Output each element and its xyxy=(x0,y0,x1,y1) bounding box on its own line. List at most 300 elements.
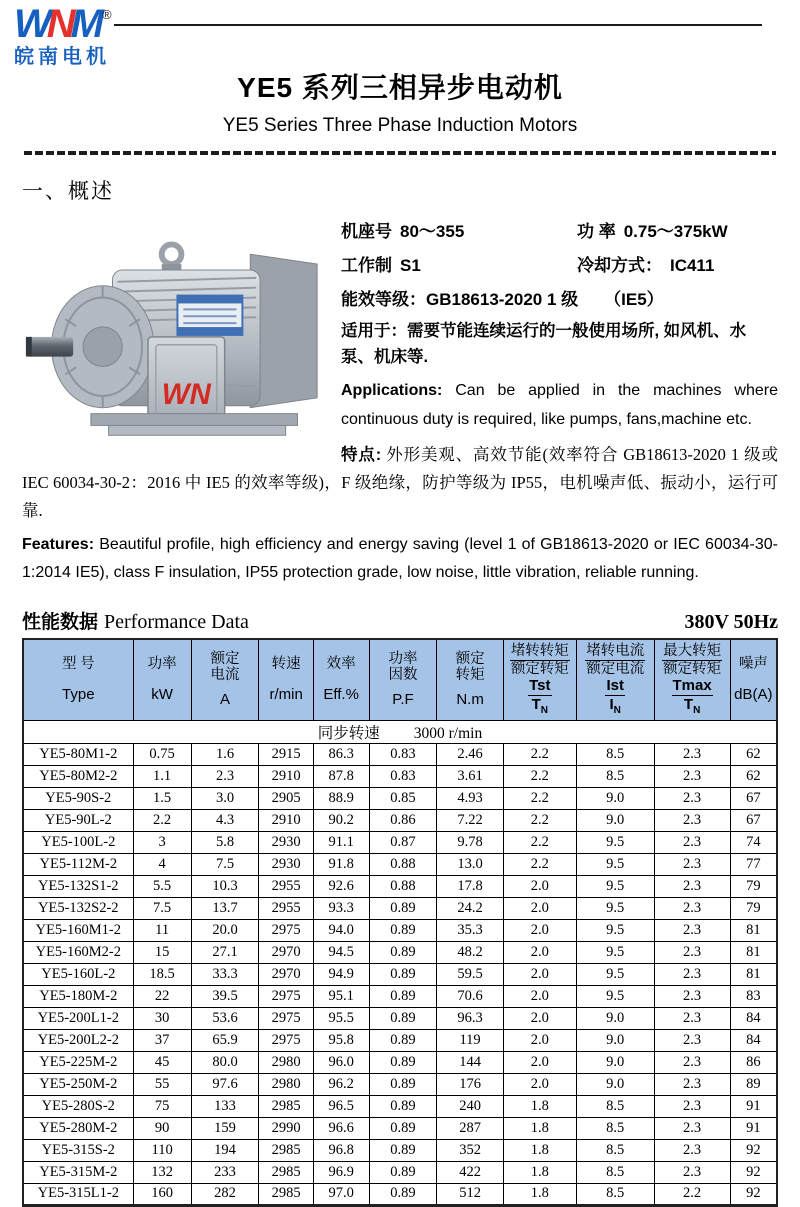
cell-value: 83 xyxy=(730,985,777,1007)
cell-value: 55 xyxy=(133,1073,191,1095)
cooling-value: IC411 xyxy=(669,256,715,275)
col-power: 功率 kW xyxy=(133,639,191,721)
cell-value: 62 xyxy=(730,765,777,787)
cell-value: 2.3 xyxy=(654,1139,730,1161)
table-row xyxy=(23,1161,777,1183)
applications-en-text: Can be applied in the machines where continuous duty is required, like pumps, fans,machine etc. xyxy=(341,382,779,428)
cell-value: 2975 xyxy=(259,919,313,941)
cell-value: 81 xyxy=(730,941,777,963)
performance-table-body xyxy=(23,743,777,1205)
cell-value: 13.0 xyxy=(437,853,503,875)
table-row xyxy=(23,1007,777,1029)
col-power-factor: 功率 因数 P.F xyxy=(369,639,437,721)
cell-value: 2.3 xyxy=(654,1007,730,1029)
cell-value: 0.89 xyxy=(369,1073,437,1095)
cell-motor-type: YE5-160M1-2 xyxy=(23,919,133,941)
col-rated-current: 额定 电流 A xyxy=(191,639,259,721)
logo-subtitle: 皖南电机 xyxy=(14,46,110,68)
cell-value: 2985 xyxy=(259,1161,313,1183)
table-row xyxy=(23,963,777,985)
cell-value: 18.5 xyxy=(133,963,191,985)
cell-motor-type: YE5-160M2-2 xyxy=(23,941,133,963)
cell-value: 2.0 xyxy=(503,919,576,941)
cell-value: 81 xyxy=(730,919,777,941)
cell-value: 2.2 xyxy=(503,831,576,853)
logo-letter-w: W xyxy=(14,2,47,46)
cell-value: 97.0 xyxy=(313,1183,369,1205)
cell-value: 5.5 xyxy=(133,875,191,897)
cell-value: 2980 xyxy=(259,1073,313,1095)
cell-value: 2.3 xyxy=(191,765,259,787)
cell-value: 92 xyxy=(730,1183,777,1205)
cell-value: 17.8 xyxy=(437,875,503,897)
cell-value: 9.5 xyxy=(576,941,654,963)
cell-motor-type: YE5-225M-2 xyxy=(23,1051,133,1073)
cell-value: 37 xyxy=(133,1029,191,1051)
cell-value: 2.3 xyxy=(654,941,730,963)
cell-value: 2.2 xyxy=(654,1183,730,1205)
cell-motor-type: YE5-315M-2 xyxy=(23,1161,133,1183)
dashed-divider xyxy=(24,151,776,155)
cell-value: 96.9 xyxy=(313,1161,369,1183)
power-value: 0.75～375kW xyxy=(623,222,728,241)
cell-value: 2990 xyxy=(259,1117,313,1139)
cell-value: 92 xyxy=(730,1139,777,1161)
cell-value: 96.0 xyxy=(313,1051,369,1073)
cell-value: 9.5 xyxy=(576,897,654,919)
cell-value: 9.5 xyxy=(576,985,654,1007)
cell-value: 3.0 xyxy=(191,787,259,809)
cell-value: 176 xyxy=(437,1073,503,1095)
cell-value: 24.2 xyxy=(437,897,503,919)
performance-table xyxy=(22,638,778,1207)
cell-value: 8.5 xyxy=(576,1117,654,1139)
cell-value: 88.9 xyxy=(313,787,369,809)
cell-value: 422 xyxy=(437,1161,503,1183)
table-row xyxy=(23,1117,777,1139)
cell-value: 91.8 xyxy=(313,853,369,875)
cell-value: 2.3 xyxy=(654,809,730,831)
cell-motor-type: YE5-100L-2 xyxy=(23,831,133,853)
performance-heading-bar xyxy=(22,607,778,634)
cell-value: 2905 xyxy=(259,787,313,809)
cell-value: 95.1 xyxy=(313,985,369,1007)
cell-value: 2.2 xyxy=(503,809,576,831)
cell-value: 0.89 xyxy=(369,1095,437,1117)
cell-value: 2.2 xyxy=(503,787,576,809)
features-en-label: Features: xyxy=(22,535,95,553)
table-row xyxy=(23,919,777,941)
cell-value: 94.5 xyxy=(313,941,369,963)
cell-value: 132 xyxy=(133,1161,191,1183)
cell-value: 2.0 xyxy=(503,985,576,1007)
cell-value: 2.3 xyxy=(654,875,730,897)
cell-value: 2.0 xyxy=(503,941,576,963)
cell-value: 20.0 xyxy=(191,919,259,941)
cell-value: 84 xyxy=(730,1029,777,1051)
page-title-en: YE5 Series Three Phase Induction Motors xyxy=(222,115,578,136)
cell-value: 9.5 xyxy=(576,875,654,897)
cell-value: 2.3 xyxy=(654,1095,730,1117)
cell-value: 4.3 xyxy=(191,809,259,831)
cell-value: 2.0 xyxy=(503,897,576,919)
table-row xyxy=(23,765,777,787)
logo-letter-n: N xyxy=(46,2,71,46)
cell-motor-type: YE5-200L2-2 xyxy=(23,1029,133,1051)
header-rule xyxy=(114,24,762,26)
cell-value: 2.3 xyxy=(654,831,730,853)
cell-value: 0.89 xyxy=(369,1029,437,1051)
table-row xyxy=(23,897,777,919)
cell-value: 67 xyxy=(730,809,777,831)
cell-value: 15 xyxy=(133,941,191,963)
cell-value: 9.0 xyxy=(576,1073,654,1095)
features-cn-text: 外形美观、高效节能(效率符合 GB18613-2020 1 级或 IEC 60034-30-2：2016 中 IE5 的效率等级)，F 级绝缘，防护等级为 IP55，电机噪声低、振动小，运行可靠. xyxy=(22,445,778,520)
duty-value: S1 xyxy=(400,256,421,275)
cell-value: 96.3 xyxy=(437,1007,503,1029)
cell-value: 7.5 xyxy=(133,897,191,919)
cell-value: 0.89 xyxy=(369,919,437,941)
cell-value: 3.61 xyxy=(437,765,503,787)
cell-value: 89 xyxy=(730,1073,777,1095)
cell-value: 0.89 xyxy=(369,963,437,985)
cell-value: 2.2 xyxy=(503,853,576,875)
cell-value: 74 xyxy=(730,831,777,853)
cell-value: 160 xyxy=(133,1183,191,1205)
cell-value: 2.0 xyxy=(503,1007,576,1029)
col-type: 型 号 Type xyxy=(23,639,133,721)
cell-value: 8.5 xyxy=(576,765,654,787)
cell-value: 9.5 xyxy=(576,853,654,875)
table-row xyxy=(23,875,777,897)
cell-motor-type: YE5-200L1-2 xyxy=(23,1007,133,1029)
cell-value: 94.9 xyxy=(313,963,369,985)
cell-motor-type: YE5-132S1-2 xyxy=(23,875,133,897)
col-max-torque-ratio: 最大转矩 额定转矩 Tmax $T_N$ xyxy=(654,639,730,721)
cell-value: 512 xyxy=(437,1183,503,1205)
efficiency-class-label: 能效等级： xyxy=(341,290,426,309)
table-row xyxy=(23,985,777,1007)
table-row xyxy=(23,853,777,875)
table-row xyxy=(23,1095,777,1117)
cell-value: 35.3 xyxy=(437,919,503,941)
cell-value: 1.5 xyxy=(133,787,191,809)
cell-value: 9.0 xyxy=(576,809,654,831)
cell-value: 4 xyxy=(133,853,191,875)
cell-value: 2.3 xyxy=(654,1117,730,1139)
cell-value: 0.89 xyxy=(369,1117,437,1139)
power-label: 功 率 xyxy=(576,222,616,241)
cell-value: 1.8 xyxy=(503,1095,576,1117)
applicable-cn-text: 需要节能连续运行的一般使用场所, 如风机、水泵、机床等. xyxy=(341,322,747,366)
cell-value: 91 xyxy=(730,1117,777,1139)
cell-value: 2.3 xyxy=(654,853,730,875)
table-row xyxy=(23,1029,777,1051)
cell-value: 0.89 xyxy=(369,941,437,963)
cell-value: 287 xyxy=(437,1117,503,1139)
cell-value: 9.0 xyxy=(576,787,654,809)
cell-value: 13.7 xyxy=(191,897,259,919)
cell-value: 81 xyxy=(730,963,777,985)
cell-motor-type: YE5-315S-2 xyxy=(23,1139,133,1161)
performance-title-cn: 性能数据 xyxy=(22,611,99,633)
cell-value: 86 xyxy=(730,1051,777,1073)
cell-value: 1.8 xyxy=(503,1117,576,1139)
col-efficiency: 效率 Eff.% xyxy=(313,639,369,721)
cell-value: 144 xyxy=(437,1051,503,1073)
cell-value: 2955 xyxy=(259,897,313,919)
table-row xyxy=(23,1183,777,1205)
cell-value: 95.8 xyxy=(313,1029,369,1051)
cell-value: 79 xyxy=(730,875,777,897)
cell-value: 2975 xyxy=(259,985,313,1007)
cell-value: 90.2 xyxy=(313,809,369,831)
cell-value: 2915 xyxy=(259,743,313,765)
table-row xyxy=(23,1051,777,1073)
features-en-paragraph xyxy=(22,531,778,588)
cell-value: 9.5 xyxy=(576,919,654,941)
cell-value: 2975 xyxy=(259,1007,313,1029)
cell-value: 2.0 xyxy=(503,1029,576,1051)
cell-value: 8.5 xyxy=(576,1139,654,1161)
logo-letter-m: M xyxy=(70,2,99,46)
applications-en-label: Applications: xyxy=(341,382,443,400)
cell-value: 2.0 xyxy=(503,1051,576,1073)
col-rated-torque: 额定 转矩 N.m xyxy=(437,639,503,721)
cell-value: 84 xyxy=(730,1007,777,1029)
cell-value: 9.5 xyxy=(576,963,654,985)
table-header-row xyxy=(23,639,777,721)
cell-value: 80.0 xyxy=(191,1051,259,1073)
cell-value: 1.1 xyxy=(133,765,191,787)
cell-motor-type: YE5-315L1-2 xyxy=(23,1183,133,1205)
cell-value: 39.5 xyxy=(191,985,259,1007)
cell-value: 70.6 xyxy=(437,985,503,1007)
cell-value: 48.2 xyxy=(437,941,503,963)
cell-value: 2.3 xyxy=(654,1073,730,1095)
cell-value: 0.83 xyxy=(369,765,437,787)
frame-size-label: 机座号 xyxy=(341,222,392,241)
cell-value: 0.86 xyxy=(369,809,437,831)
performance-title-en: Performance Data xyxy=(104,610,249,633)
cell-value: 0.89 xyxy=(369,897,437,919)
cell-value: 1.8 xyxy=(503,1139,576,1161)
logo-wordmark xyxy=(14,4,112,44)
overview-section xyxy=(22,217,778,595)
table-row xyxy=(23,831,777,853)
cell-value: 0.87 xyxy=(369,831,437,853)
cell-motor-type: YE5-90L-2 xyxy=(23,809,133,831)
cell-value: 110 xyxy=(133,1139,191,1161)
cell-value: 2910 xyxy=(259,809,313,831)
cell-value: 2985 xyxy=(259,1183,313,1205)
cooling-label: 冷却方式： xyxy=(576,256,662,275)
cell-value: 96.2 xyxy=(313,1073,369,1095)
cell-value: 27.1 xyxy=(191,941,259,963)
frame-size-value: 80～355 xyxy=(400,222,465,241)
cell-value: 1.6 xyxy=(191,743,259,765)
cell-value: 2980 xyxy=(259,1051,313,1073)
performance-title xyxy=(22,607,249,634)
cell-value: 2.2 xyxy=(503,765,576,787)
cell-value: 2.3 xyxy=(654,985,730,1007)
registered-trademark-icon: ® xyxy=(101,7,112,22)
spec-line-3 xyxy=(341,285,778,310)
cell-value: 282 xyxy=(191,1183,259,1205)
col-locked-rotor-torque-ratio: 堵转转矩 额定转矩 Tst $T_N$ xyxy=(503,639,576,721)
cell-value: 194 xyxy=(191,1139,259,1161)
sync-speed-label: 同步转速 xyxy=(317,724,380,742)
cell-value: 53.6 xyxy=(191,1007,259,1029)
cell-value: 33.3 xyxy=(191,963,259,985)
efficiency-class-value: GB18613-2020 1 级 xyxy=(426,290,579,309)
cell-value: 119 xyxy=(437,1029,503,1051)
motor-nameplate xyxy=(177,296,242,335)
cell-motor-type: YE5-180M-2 xyxy=(23,985,133,1007)
cell-motor-type: YE5-112M-2 xyxy=(23,853,133,875)
cell-motor-type: YE5-160L-2 xyxy=(23,963,133,985)
cell-value: 7.5 xyxy=(191,853,259,875)
cell-value: 0.89 xyxy=(369,1051,437,1073)
cell-value: 0.89 xyxy=(369,985,437,1007)
cell-value: 10.3 xyxy=(191,875,259,897)
cell-value: 30 xyxy=(133,1007,191,1029)
cell-value: 2.3 xyxy=(654,919,730,941)
cell-value: 96.8 xyxy=(313,1139,369,1161)
cell-value: 92.6 xyxy=(313,875,369,897)
company-logo xyxy=(14,4,112,67)
col-locked-rotor-current-ratio: 堵转电流 额定电流 Ist $I_N$ xyxy=(576,639,654,721)
cell-value: 90 xyxy=(133,1117,191,1139)
cell-value: 0.88 xyxy=(369,875,437,897)
cell-value: 77 xyxy=(730,853,777,875)
sync-speed-value: 3000 r/min xyxy=(413,724,483,742)
cell-value: 2.0 xyxy=(503,963,576,985)
cell-value: 2.3 xyxy=(654,897,730,919)
cell-value: 7.22 xyxy=(437,809,503,831)
cell-value: 2.2 xyxy=(133,809,191,831)
cell-value: 0.88 xyxy=(369,853,437,875)
table-row xyxy=(23,1073,777,1095)
cell-value: 0.89 xyxy=(369,1183,437,1205)
cell-motor-type: YE5-280S-2 xyxy=(23,1095,133,1117)
overview-section-heading: 一、概述 xyxy=(22,180,114,203)
cell-value: 79 xyxy=(730,897,777,919)
cell-value: 2975 xyxy=(259,1029,313,1051)
applicable-cn-label: 适用于： xyxy=(341,322,407,340)
cell-value: 352 xyxy=(437,1139,503,1161)
cell-value: 92 xyxy=(730,1161,777,1183)
table-row xyxy=(23,1139,777,1161)
cell-value: 94.0 xyxy=(313,919,369,941)
cell-value: 75 xyxy=(133,1095,191,1117)
synchronous-speed-subheader xyxy=(23,720,777,743)
motor-brand-mark: WN xyxy=(161,377,211,411)
cell-value: 59.5 xyxy=(437,963,503,985)
cell-value: 45 xyxy=(133,1051,191,1073)
cell-value: 86.3 xyxy=(313,743,369,765)
cell-value: 97.6 xyxy=(191,1073,259,1095)
brand-bar xyxy=(14,0,778,68)
cell-value: 96.6 xyxy=(313,1117,369,1139)
cell-value: 0.75 xyxy=(133,743,191,765)
cell-value: 87.8 xyxy=(313,765,369,787)
cell-value: 2955 xyxy=(259,875,313,897)
features-cn-paragraph xyxy=(22,441,778,524)
cell-value: 2.3 xyxy=(654,765,730,787)
cell-value: 2930 xyxy=(259,831,313,853)
cell-value: 91.1 xyxy=(313,831,369,853)
page-title-cn: YE5 系列三相异步电动机 xyxy=(237,72,563,103)
cell-value: 9.0 xyxy=(576,1051,654,1073)
cell-value: 2.3 xyxy=(654,1161,730,1183)
cell-value: 0.83 xyxy=(369,743,437,765)
motor-product-image xyxy=(22,219,327,441)
cell-motor-type: YE5-80M1-2 xyxy=(23,743,133,765)
cell-value: 0.89 xyxy=(369,1161,437,1183)
cell-value: 2985 xyxy=(259,1139,313,1161)
cell-motor-type: YE5-250M-2 xyxy=(23,1073,133,1095)
table-row xyxy=(23,809,777,831)
cell-value: 93.3 xyxy=(313,897,369,919)
cell-value: 62 xyxy=(730,743,777,765)
cell-value: 133 xyxy=(191,1095,259,1117)
cell-value: 9.0 xyxy=(576,1029,654,1051)
cell-value: 2985 xyxy=(259,1095,313,1117)
spec-line-2 xyxy=(341,251,778,276)
cell-value: 8.5 xyxy=(576,743,654,765)
cell-value: 4.93 xyxy=(437,787,503,809)
cell-value: 5.8 xyxy=(191,831,259,853)
cell-value: 0.89 xyxy=(369,1007,437,1029)
cell-value: 159 xyxy=(191,1117,259,1139)
cell-value: 2.3 xyxy=(654,1029,730,1051)
cell-value: 9.5 xyxy=(576,831,654,853)
efficiency-class-note: （IE5） xyxy=(604,290,664,309)
cell-value: 2970 xyxy=(259,963,313,985)
table-row xyxy=(23,941,777,963)
cell-value: 2.3 xyxy=(654,743,730,765)
voltage-frequency-rating: 380V 50Hz xyxy=(684,610,778,633)
cell-value: 2930 xyxy=(259,853,313,875)
cell-value: 233 xyxy=(191,1161,259,1183)
col-speed: 转速 r/min xyxy=(259,639,313,721)
cell-value: 2910 xyxy=(259,765,313,787)
cell-value: 8.5 xyxy=(576,1161,654,1183)
cell-value: 2.2 xyxy=(503,743,576,765)
features-en-text: Beautiful profile, high efficiency and energy saving (level 1 of GB18613-2020 or IEC 60034-30-1:2014 IE5), class F insulation, IP55 protection grade, low noise, little vibration, reliable running. xyxy=(22,535,778,582)
cell-value: 8.5 xyxy=(576,1183,654,1205)
table-row xyxy=(23,787,777,809)
cell-value: 0.89 xyxy=(369,1139,437,1161)
cell-value: 95.5 xyxy=(313,1007,369,1029)
cell-value: 8.5 xyxy=(576,1095,654,1117)
cell-value: 3 xyxy=(133,831,191,853)
cell-value: 22 xyxy=(133,985,191,1007)
cell-motor-type: YE5-132S2-2 xyxy=(23,897,133,919)
cell-value: 0.85 xyxy=(369,787,437,809)
cell-value: 2.0 xyxy=(503,1073,576,1095)
cell-value: 91 xyxy=(730,1095,777,1117)
motor-eyebolt-icon xyxy=(162,244,182,264)
cell-value: 1.8 xyxy=(503,1183,576,1205)
cell-value: 96.5 xyxy=(313,1095,369,1117)
cell-value: 65.9 xyxy=(191,1029,259,1051)
features-cn-label: 特点: xyxy=(341,446,382,465)
cell-motor-type: YE5-280M-2 xyxy=(23,1117,133,1139)
col-noise: 噪声 dB(A) xyxy=(730,639,777,721)
table-row xyxy=(23,743,777,765)
